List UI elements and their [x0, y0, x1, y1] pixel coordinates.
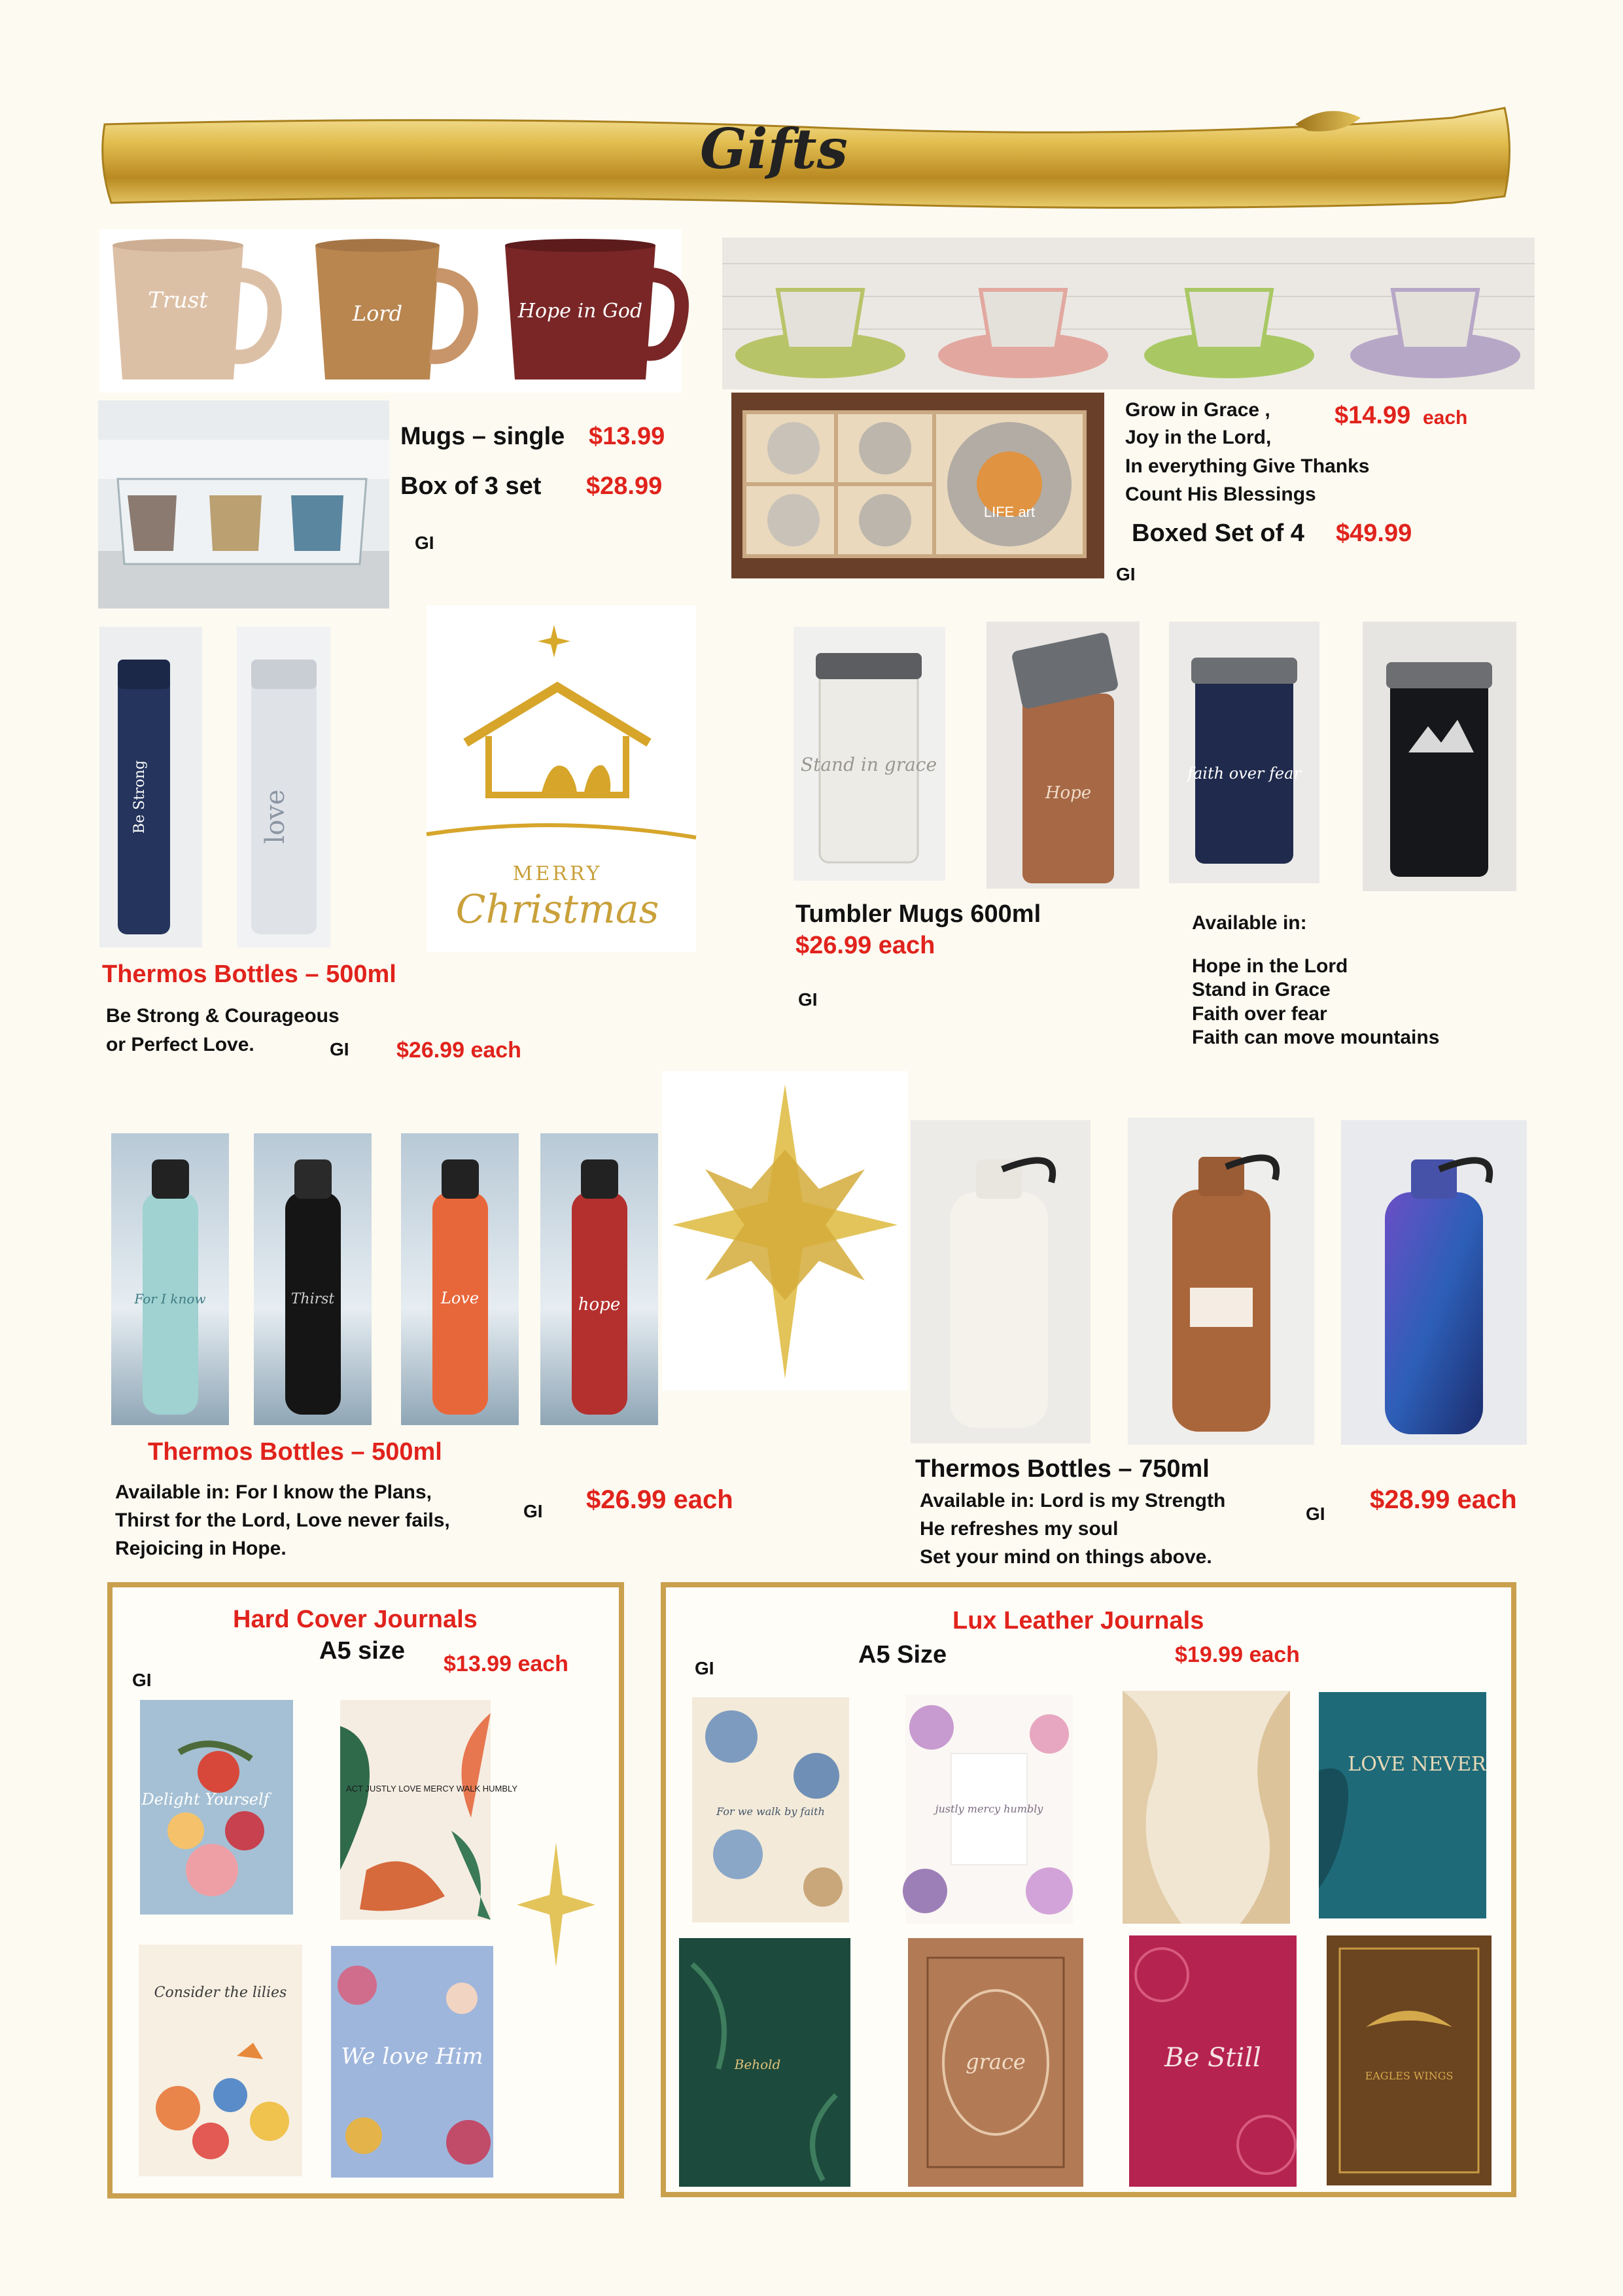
thermos-500a-line2: or Perfect Love. — [106, 1034, 254, 1055]
lux-journal-eagles — [1327, 1935, 1492, 2185]
christmas-card — [427, 605, 696, 952]
mugs-supplier: GI — [415, 533, 434, 553]
thermos-750-supplier: GI — [1306, 1504, 1325, 1524]
star-icon — [517, 1843, 595, 1967]
journal-delight-text: Delight Yourself — [141, 1790, 270, 1809]
mug-2-text: Lord — [352, 301, 403, 326]
mugs-photo — [99, 229, 682, 393]
box-logo-text: LIFE art — [983, 504, 1036, 520]
mugs-box-price: $28.99 — [586, 472, 663, 500]
thermos-500a-line1: Be Strong & Courageous — [106, 1005, 340, 1027]
thermos-500b-line3: Rejoicing in Hope. — [115, 1538, 287, 1559]
tumbler-option-2: Stand in Grace — [1192, 979, 1331, 1000]
tumbler-supplier: GI — [798, 989, 818, 1010]
cup-price: $14.99 — [1335, 402, 1411, 429]
tumbler-copper-illustration — [986, 622, 1140, 889]
tumbler-black-illustration — [1363, 622, 1516, 891]
small-star-decoration — [517, 1843, 595, 1967]
thermos-750-copper-illustration — [1128, 1118, 1314, 1445]
tumbler-navy-text: faith over fear — [1187, 764, 1301, 783]
tumbler-option-1: Hope in the Lord — [1192, 955, 1348, 977]
cup-name-2: Joy in the Lord, — [1125, 427, 1272, 448]
thermos-500a-title: Thermos Bottles – 500ml — [102, 961, 396, 988]
thermos-750-blue-photo — [1341, 1120, 1527, 1445]
hard-journals-size: A5 size — [319, 1637, 405, 1665]
lux-journal-gold-art — [1123, 1691, 1290, 1924]
boxed-set-price: $49.99 — [1336, 520, 1412, 547]
tumbler-title: Tumbler Mugs 600ml — [795, 900, 1041, 928]
thermos-500b-line2: Thirst for the Lord, Love never fails, — [115, 1510, 450, 1531]
lux-journal-behold — [679, 1938, 850, 2187]
hard-journals-supplier: GI — [132, 1670, 152, 1690]
thermos-500b-text-3: Love — [440, 1289, 480, 1307]
gifts-banner — [98, 98, 1524, 219]
lux-journal-faith-text: For we walk by faith — [716, 1805, 825, 1818]
thermos-white-photo — [237, 627, 330, 947]
thermos-750-line3: Set your mind on things above. — [920, 1546, 1212, 1568]
cup-name-4: Count His Blessings — [1125, 484, 1316, 505]
lux-journal-love-text: LOVE NEVER — [1348, 1753, 1486, 1776]
cup-name-1: Grow in Grace , — [1125, 399, 1270, 421]
mug-3-text: Hope in God — [517, 300, 643, 323]
hard-journals-price: $13.99 each — [444, 1651, 568, 1676]
tumbler-black-photo — [1363, 622, 1516, 891]
thermos-500a-price: $26.99 each — [396, 1038, 521, 1063]
lux-journal-gold — [1123, 1691, 1290, 1924]
tumbler-white-photo — [794, 627, 945, 881]
thermos-750-white-photo — [911, 1120, 1091, 1443]
thermos-750-line1: Available in: Lord is my Strength — [920, 1490, 1226, 1511]
tumbler-price: $26.99 each — [795, 932, 935, 959]
mugs-single-price: $13.99 — [589, 423, 665, 450]
card-line2: Christmas — [455, 887, 659, 932]
hard-journals-title: Hard Cover Journals — [233, 1606, 478, 1633]
thermos-750-price: $28.99 each — [1370, 1485, 1517, 1514]
nativity-illustration — [427, 605, 696, 952]
tumbler-navy-photo — [1169, 622, 1319, 883]
lux-journal-justly-text: justly mercy humbly — [935, 1803, 1043, 1815]
tumbler-available-label: Available in: — [1192, 912, 1307, 934]
thermos-500b-supplier: GI — [523, 1501, 543, 1521]
cup-saucer-photo — [722, 238, 1535, 389]
star-icon — [538, 625, 570, 658]
journal-we-love-him — [331, 1946, 493, 2178]
thermos-750-title: Thermos Bottles – 750ml — [915, 1455, 1210, 1483]
lux-journal-be-still-text: Be Still — [1164, 2043, 1261, 2073]
journal-lilies-art — [139, 1945, 302, 2176]
boxed-set-photo — [731, 393, 1104, 578]
tumbler-option-3: Faith over fear — [1192, 1003, 1327, 1025]
journal-delight-art — [140, 1700, 293, 1915]
thermos-750-white-illustration — [911, 1120, 1091, 1443]
cup-supplier: GI — [1116, 564, 1136, 584]
gold-star-decoration — [662, 1071, 908, 1390]
lux-journals-supplier: GI — [695, 1658, 714, 1678]
lux-journal-eagles-text: EAGLES WINGS — [1365, 2070, 1454, 2082]
thermos-500b-title: Thermos Bottles – 500ml — [148, 1438, 442, 1466]
tumbler-navy-illustration — [1169, 622, 1319, 883]
thermos-navy-photo — [99, 627, 202, 947]
card-line1: MERRY — [512, 862, 602, 885]
lux-journal-faith-art — [692, 1697, 849, 1922]
tumbler-option-4: Faith can move mountains — [1192, 1027, 1440, 1048]
lux-journals-price: $19.99 each — [1175, 1642, 1300, 1667]
lux-journal-grace-art — [908, 1938, 1083, 2187]
lux-journal-grace — [908, 1938, 1083, 2187]
lux-journal-faith — [692, 1697, 849, 1922]
thermos-500b-price: $26.99 each — [586, 1485, 733, 1514]
tumbler-white-text: Stand in grace — [800, 754, 937, 775]
tumbler-copper-text: Hope — [1045, 783, 1092, 803]
thermos-500b-line1: Available in: For I know the Plans, — [115, 1481, 432, 1503]
cup-name-3: In everything Give Thanks — [1125, 455, 1370, 477]
thermos-750-line2: He refreshes my soul — [920, 1518, 1119, 1540]
thermos-navy-illustration — [99, 627, 202, 947]
lux-journal-justly — [905, 1695, 1073, 1924]
thermos-500b-text-1: For I know — [134, 1291, 206, 1307]
thermos-750-copper-photo — [1128, 1118, 1314, 1445]
mugs-box-label: Box of 3 set — [400, 472, 542, 500]
journal-lilies — [139, 1945, 302, 2176]
lux-journal-be-still-art — [1129, 1935, 1297, 2187]
journal-lilies-text: Consider the lilies — [154, 1985, 287, 2001]
thermos-500a-supplier: GI — [330, 1039, 349, 1059]
lux-journal-eagles-art — [1327, 1935, 1492, 2185]
thermos-500b-text-2: Thirst — [290, 1291, 335, 1307]
cup-price-suffix: each — [1423, 407, 1468, 429]
thermos-500b-illustration — [111, 1133, 658, 1425]
thermos-navy-text: Be Strong — [131, 760, 148, 834]
lux-journals-size: A5 Size — [858, 1641, 947, 1669]
journal-we-love-him-text: We love Him — [341, 2043, 483, 2070]
mug-1-text: Trust — [148, 287, 208, 313]
page-title: Gifts — [700, 116, 848, 181]
thermos-750-blue-illustration — [1341, 1120, 1527, 1445]
boxed-set-illustration — [731, 393, 1104, 578]
thermos-white-text: love — [260, 789, 290, 844]
cup-saucer-illustration — [722, 238, 1535, 389]
journal-act-justly-art — [340, 1700, 517, 1920]
journal-act-justly — [340, 1700, 517, 1920]
tumbler-white-illustration — [794, 627, 945, 881]
lux-journal-love — [1319, 1692, 1486, 1918]
journal-delight — [140, 1700, 293, 1915]
lux-journal-love-art — [1319, 1692, 1486, 1918]
lux-journals-title: Lux Leather Journals — [952, 1607, 1204, 1634]
lux-journal-justly-art — [905, 1695, 1073, 1924]
thermos-500b-photos — [111, 1133, 658, 1425]
lux-journal-behold-text: Behold — [734, 2057, 781, 2072]
thermos-white-illustration — [237, 627, 330, 947]
lux-journal-behold-art — [679, 1938, 850, 2187]
thermos-500b-text-4: hope — [578, 1295, 621, 1315]
mug-box-illustration — [98, 400, 389, 609]
mug-gift-box-photo — [98, 400, 389, 609]
mugs-illustration — [99, 229, 682, 393]
lux-journal-be-still — [1129, 1935, 1297, 2187]
lux-journal-grace-text: grace — [966, 2049, 1026, 2074]
tumbler-copper-photo — [986, 622, 1140, 889]
journal-we-love-him-art — [331, 1946, 493, 2178]
boxed-set-label: Boxed Set of 4 — [1132, 520, 1304, 547]
mugs-single-label: Mugs – single — [400, 423, 565, 450]
journal-act-justly-text: ACT JUSTLY LOVE MERCY WALK HUMBLY — [346, 1784, 517, 1793]
star-icon — [662, 1071, 908, 1390]
